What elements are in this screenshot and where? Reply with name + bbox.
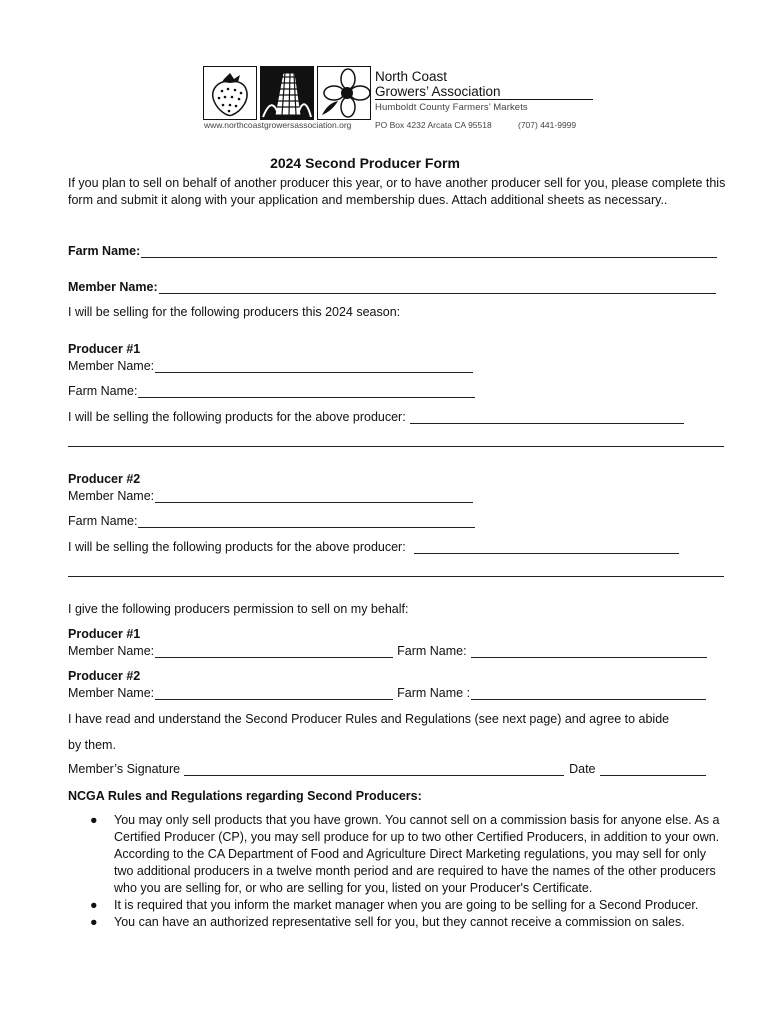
- perm-producer1-farm-field[interactable]: [471, 645, 707, 658]
- producer2-farm-label: Farm Name:: [68, 514, 138, 528]
- perm-producer1-member-field[interactable]: [155, 645, 393, 658]
- page-title: 2024 Second Producer Form: [270, 155, 460, 171]
- perm-producer2-farm-label: Farm Name :: [397, 686, 471, 700]
- perm-producer1-heading: Producer #1: [68, 627, 141, 641]
- strawberry-icon: [203, 66, 257, 120]
- perm-producer2-member-field[interactable]: [155, 687, 393, 700]
- producer1-member-row: [68, 359, 473, 373]
- farm-name-label: Farm Name:: [68, 244, 141, 258]
- producer1-products-field-line2[interactable]: [68, 446, 724, 447]
- perm-producer2-farm-field[interactable]: [471, 687, 706, 700]
- phone: (707) 441-9999: [518, 120, 577, 130]
- producer2-products-row: [68, 540, 679, 554]
- producer1-farm-row: [68, 384, 475, 398]
- member-name-row: [68, 280, 716, 294]
- perm-producer2-row: [68, 686, 706, 700]
- list-item: [68, 914, 728, 931]
- producer1-farm-field[interactable]: [138, 385, 475, 398]
- date-field[interactable]: [600, 763, 706, 776]
- producer1-heading: Producer #1: [68, 342, 141, 356]
- signature-label: Member’s Signature: [68, 762, 181, 776]
- perm-producer1-row: [68, 644, 707, 658]
- producer2-member-label: Member Name:: [68, 489, 155, 503]
- date-label: Date: [569, 762, 596, 776]
- rule-text: You can have an authorized representative sell for you, but they cannot receive a commission on sales.: [114, 915, 685, 929]
- list-item: [68, 812, 728, 897]
- member-name-label: Member Name:: [68, 280, 158, 294]
- flower-icon: [317, 66, 371, 120]
- rules-heading: NCGA Rules and Regulations regarding Second Producers:: [68, 789, 422, 803]
- member-name-field[interactable]: [159, 281, 716, 294]
- website: www.northcoastgrowersassociation.org: [204, 120, 352, 130]
- perm-producer2-heading: Producer #2: [68, 669, 141, 683]
- bullet-icon: ●: [90, 915, 98, 929]
- org-subtitle: Humboldt County Farmers’ Markets: [375, 102, 528, 113]
- producer1-products-row: [68, 410, 684, 424]
- producer2-member-row: [68, 489, 473, 503]
- producer2-member-field[interactable]: [155, 490, 473, 503]
- intro-paragraph: If you plan to sell on behalf of another producer this year, or to have another producer sell for you, please complete this form and submit it along with your application and membership dues. Attach additional sheets as necessary..: [68, 176, 726, 207]
- bullet-icon: ●: [90, 898, 98, 912]
- perm-producer1-member-label: Member Name:: [68, 644, 155, 658]
- producer2-farm-field[interactable]: [138, 515, 475, 528]
- producer1-products-field[interactable]: [410, 411, 684, 424]
- producer1-farm-label: Farm Name:: [68, 384, 138, 398]
- org-name-line1: North Coast: [375, 69, 448, 84]
- signature-row: [68, 762, 706, 776]
- agreement-line2: by them.: [68, 738, 116, 752]
- producer2-farm-row: [68, 514, 475, 528]
- bullet-icon: ●: [90, 813, 98, 827]
- producer2-heading: Producer #2: [68, 472, 141, 486]
- farm-name-field[interactable]: [141, 245, 717, 258]
- org-name-underline: [375, 99, 593, 100]
- perm-producer2-member-label: Member Name:: [68, 686, 155, 700]
- perm-producer1-farm-label: Farm Name:: [397, 644, 467, 658]
- producer2-products-field[interactable]: [414, 541, 679, 554]
- corn-icon: [260, 66, 314, 120]
- rules-list: [68, 812, 728, 931]
- farm-name-row: [68, 244, 717, 258]
- org-name-line2: Growers’ Association: [375, 84, 501, 99]
- producer1-member-label: Member Name:: [68, 359, 155, 373]
- producer2-products-field-line2[interactable]: [68, 576, 724, 577]
- list-item: [68, 897, 728, 914]
- selling-for-statement: I will be selling for the following producers this 2024 season:: [68, 305, 401, 319]
- agreement-line1: I have read and understand the Second Producer Rules and Regulations (see next page) and agree to abide: [68, 712, 670, 726]
- producer1-member-field[interactable]: [155, 360, 473, 373]
- signature-field[interactable]: [184, 763, 564, 776]
- producer1-products-label: I will be selling the following products for the above producer:: [68, 410, 406, 424]
- po-box: PO Box 4232 Arcata CA 95518: [375, 120, 492, 130]
- rule-text: You may only sell products that you have grown. You cannot sell on a commission basis for anyone else. As a Certified Producer (CP), you may sell produce for up to two other Certified Producers, in addition to your own. According to the CA Department of Food and Agriculture Direct Marketing regulations, you may sell for only two additional producers in a twelve month period and are required to have the names of the other producers who you are selling for, or who are selling for you, listed on your Producer's Certificate.: [114, 813, 720, 895]
- producer2-products-label: I will be selling the following products for the above producer:: [68, 540, 406, 554]
- rule-text: It is required that you inform the market manager when you are going to be selling for a Second Producer.: [114, 898, 699, 912]
- permission-statement: I give the following producers permission to sell on my behalf:: [68, 602, 409, 616]
